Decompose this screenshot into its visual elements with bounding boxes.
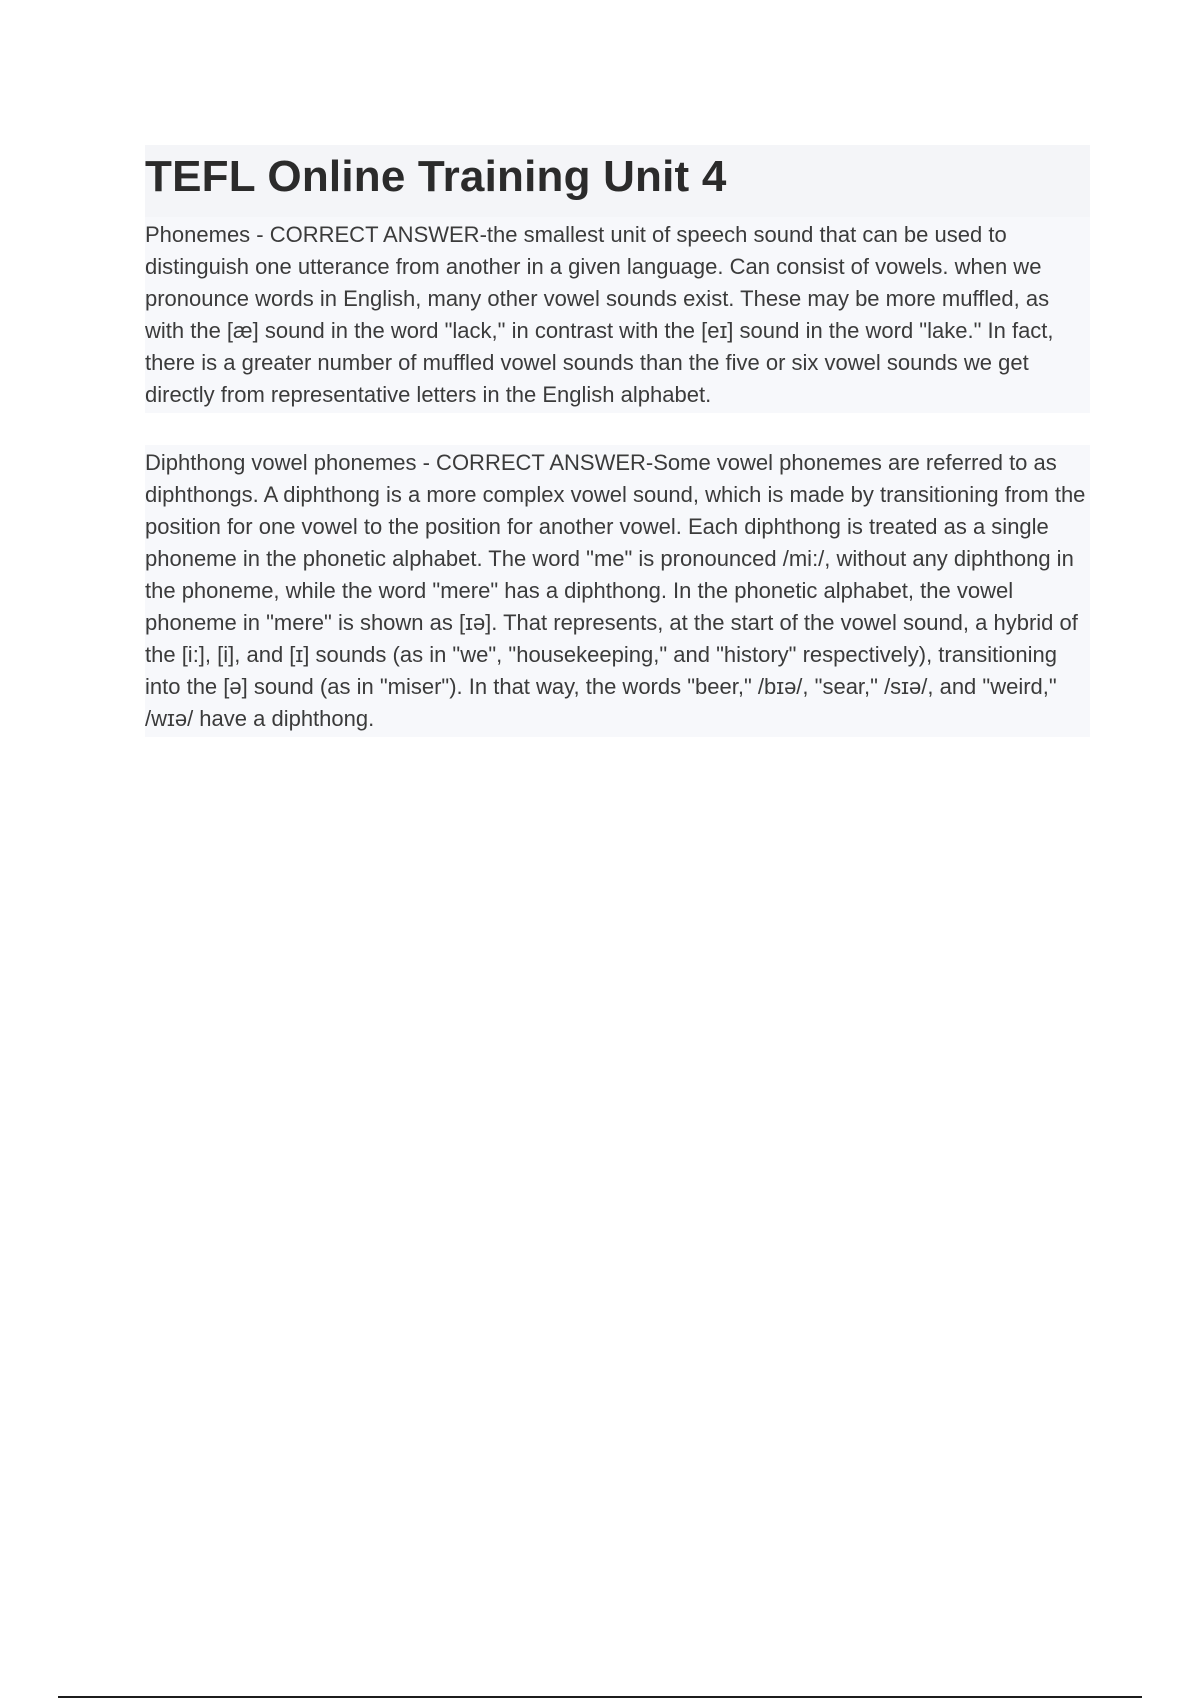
qa-entry-diphthong [145, 445, 1090, 737]
title-band [145, 145, 1090, 217]
footer-divider [58, 1696, 1142, 1698]
qa-entry-text: Phonemes - CORRECT ANSWER-the smallest unit of speech sound that can be used to distinguish one utterance from another in a given language. Can consist of vowels. when we pronounce words in English, many other vowel sounds exist. These may be more muffled, as with the [æ] sound in the word "lack," in contrast with the [eɪ] sound in the word "lake." In fact, there is a greater number of muffled vowel sounds than the five or six vowel sounds we get directly from representative letters in the English alphabet. [145, 222, 1054, 407]
qa-entry-phonemes [145, 217, 1090, 413]
qa-entry-text: Diphthong vowel phonemes - CORRECT ANSWER-Some vowel phonemes are referred to as diphthongs. A diphthong is a more complex vowel sound, which is made by transitioning from the position for one vowel to the position for another vowel. Each diphthong is treated as a single phoneme in the phonetic alphabet. The word "me" is pronounced /mi:/, without any diphthong in the phoneme, while the word "mere" has a diphthong. In the phonetic alphabet, the vowel phoneme in "mere" is shown as [ɪə]. That represents, at the start of the vowel sound, a hybrid of the [i:], [i], and [ɪ] sounds (as in "we", "housekeeping," and "history" respectively), transitioning into the [ə] sound (as in "miser"). In that way, the words "beer," /bɪə/, "sear," /sɪə/, and "weird," /wɪə/ have a diphthong. [145, 450, 1086, 731]
document-content [145, 145, 1090, 769]
page-title: TEFL Online Training Unit 4 [145, 152, 727, 201]
